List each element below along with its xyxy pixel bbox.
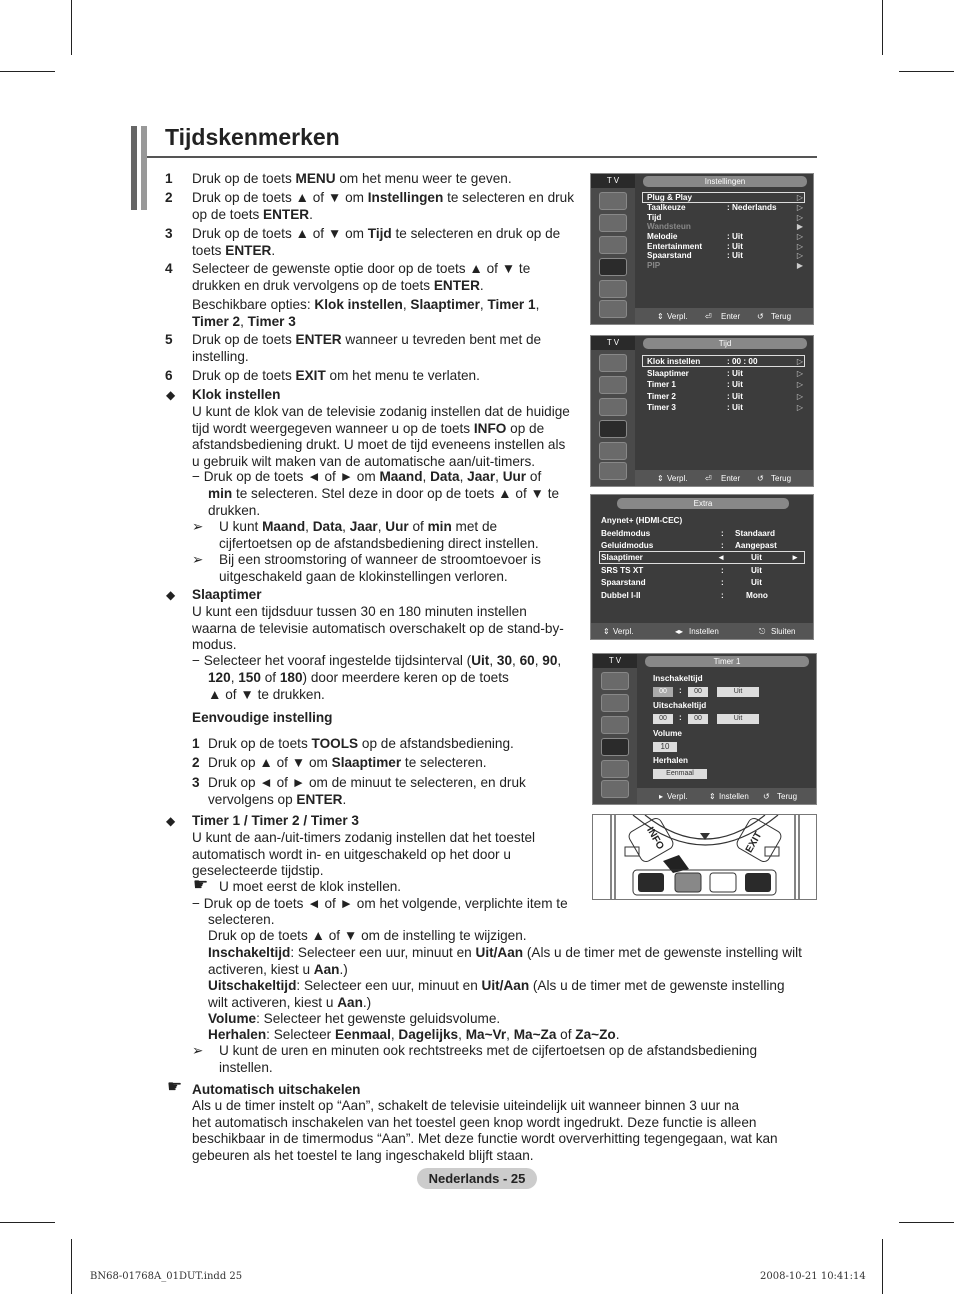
step-4: Selecteer de gewenste optie door op de toets ▲ of ▼ te drukken en druk vervolgens op de toets ENTER. <box>192 261 531 293</box>
timer-dash-1-cont: selecteren. <box>208 912 275 927</box>
osd-colon: : <box>721 566 724 575</box>
bullet-diamond: ◆ <box>166 388 176 402</box>
timer-dash-1: − Druk op de toets ◄ of ► om het volgende, verplichte item te <box>192 896 568 911</box>
klok-dash-1: − Druk op de toets ◄ of ► om Maand, Data, Jaar, Uur of <box>192 469 542 484</box>
title-accent-bar <box>141 126 147 210</box>
hand-pointer-icon: ☛ <box>193 875 209 894</box>
klok-note-1: U kunt Maand, Data, Jaar, Uur of min met de cijfertoetsen op de afstandsbediening direct instellen. <box>219 519 539 551</box>
title-accent-bar <box>131 126 137 210</box>
osd-row[interactable]: Wandsteun <box>647 222 691 231</box>
klok-note-2: Bij een stroomstoring of wanneer de stroomtoevoer is uitgeschakeld gaan de klokinstellingen verloren. <box>219 552 541 584</box>
osd-row[interactable]: Spaarstand <box>601 578 646 587</box>
osd-row-value: : Uit <box>727 251 743 260</box>
footer-enter: Enter <box>721 474 741 483</box>
osd-header: Timer 1 <box>645 656 809 667</box>
exit-icon: ⎋ <box>759 627 766 636</box>
osd-timer1 <box>592 653 817 805</box>
footer-move: Verpl. <box>667 474 688 483</box>
osd-row[interactable]: Timer 1 <box>647 380 676 389</box>
osd-row[interactable]: Spaarstand <box>647 251 692 260</box>
on-minute-field[interactable]: 00 <box>688 687 708 697</box>
application-menu-icon[interactable] <box>599 462 627 480</box>
volume-label: Volume <box>653 729 682 738</box>
input-menu-icon[interactable] <box>599 442 627 460</box>
footer-back: Terug <box>777 792 798 801</box>
print-date-info: 2008-10-21 10:41:14 <box>760 1271 866 1282</box>
crop-mark <box>71 0 72 55</box>
osd-row[interactable]: Beeldmodus <box>601 529 651 538</box>
klok-dash-1-cont: min te selecteren. Stel deze in door op de toets ▲ of ▼ te drukken. <box>208 486 560 518</box>
note-arrow-icon: ➢ <box>192 552 204 567</box>
sound-menu-icon[interactable] <box>601 694 629 712</box>
move-icon: ⇕ <box>657 312 664 321</box>
osd-extra <box>590 494 814 640</box>
volume-field[interactable]: 10 <box>653 742 677 752</box>
section-heading-klok: Klok instellen <box>192 387 281 402</box>
osd-header: Extra <box>617 498 789 509</box>
crop-mark <box>0 1222 55 1223</box>
step-1: Druk op de toets MENU om het menu weer te geven. <box>192 171 512 186</box>
osd-row[interactable]: Klok instellen <box>647 357 701 366</box>
osd-row-value: : Uit <box>727 392 743 401</box>
osd-tijd <box>590 335 814 487</box>
bullet-diamond: ◆ <box>166 814 176 828</box>
on-hour-field[interactable]: 00 <box>653 687 673 697</box>
step-number: 4 <box>165 261 173 276</box>
crop-mark <box>0 71 55 72</box>
adjust-icon: ◂▸ <box>675 627 684 636</box>
uitschakeltijd-label: Uitschakeltijd <box>653 701 707 710</box>
footer-adjust: Instellen <box>689 627 719 636</box>
osd-row[interactable]: Taalkeuze <box>647 203 686 212</box>
easy-step-2: Druk op ▲ of ▼ om Slaaptimer te selecteren. <box>208 755 487 770</box>
footer-adjust: Instellen <box>719 792 749 801</box>
osd-row-value: Aangepast <box>735 541 777 550</box>
page-title: Tijdskenmerken <box>165 124 340 150</box>
arrow-right-icon: ▶ <box>796 222 803 231</box>
osd-row-value: Uit <box>751 553 762 562</box>
easy-setup-heading: Eenvoudige instelling <box>192 710 333 725</box>
arrow-right-icon: ▷ <box>796 242 803 251</box>
picture-menu-icon[interactable] <box>601 672 629 690</box>
channel-menu-icon[interactable] <box>601 716 629 734</box>
footer-close: Sluiten <box>771 627 796 636</box>
crop-mark <box>882 0 883 55</box>
osd-footer <box>635 470 813 486</box>
osd-row-value: Standaard <box>735 529 776 538</box>
return-icon: ↺ <box>763 792 770 801</box>
timer-uitschakeltijd: Uitschakeltijd: Selecteer een uur, minuut en Uit/Aan (Als u de timer met de gewenste instelling wilt activeren, kiest u Aan.) <box>208 978 785 1010</box>
arrow-right-icon: ▷ <box>796 380 803 389</box>
move-icon: ⇕ <box>603 627 610 636</box>
osd-header: Instellingen <box>643 176 807 187</box>
arrow-right-icon: ▷ <box>796 403 803 412</box>
arrow-right-icon: ▷ <box>796 213 803 222</box>
adjust-icon: ⇕ <box>709 792 716 801</box>
off-state-field[interactable]: Uit <box>717 714 759 724</box>
auto-description: Als u de timer instelt op “Aan”, schakelt de televisie uiteindelijk uit wanneer binnen 3 uur na het automatisch inschakelen van het toestel geen knop wordt ingedrukt. Deze functie is alleen beschikbaar in de timermodus “Aan”. Met deze functie wordt oververhitting tegengegaan, wat kan gebeuren als het toestel te lang ingeschakeld blijft staan. <box>192 1098 778 1163</box>
sound-menu-icon[interactable] <box>599 214 627 232</box>
return-icon: ↺ <box>757 474 764 483</box>
step-number: 3 <box>165 226 173 241</box>
osd-row-value: : 00 : 00 <box>727 357 758 366</box>
arrow-right-icon: ▷ <box>796 232 803 241</box>
setup-menu-icon[interactable] <box>601 738 629 756</box>
osd-instellingen <box>590 173 814 325</box>
footer-move: Verpl. <box>613 627 634 636</box>
osd-row[interactable]: Timer 2 <box>647 392 676 401</box>
setup-menu-icon[interactable] <box>599 420 627 438</box>
input-menu-icon[interactable] <box>599 280 627 298</box>
klok-description: U kunt de klok van de televisie zodanig instellen dat de huidige tijd wordt weergegeven wanneer u op de toets INFO op de afstandsbediening drukt. U moet de tijd eveneens instellen als u gebruik wilt maken van de automatische aan/uit-timers. <box>192 404 570 469</box>
crop-mark <box>899 1222 954 1223</box>
timer-inschakeltijd: Inschakeltijd: Selecteer een uur, minuut en Uit/Aan (Als u de timer met de gewenste instelling wilt activeren, kiest u Aan.) <box>208 945 802 977</box>
remote-drawing <box>593 815 817 900</box>
arrow-right-icon: ▷ <box>796 392 803 401</box>
setup-menu-icon[interactable] <box>599 258 627 276</box>
footer-enter: Enter <box>721 312 741 321</box>
step-number: 5 <box>165 332 173 347</box>
step-number: 1 <box>192 736 200 751</box>
application-menu-icon[interactable] <box>599 300 627 318</box>
time-separator: : <box>679 686 682 695</box>
arrow-right-icon: ▷ <box>796 193 803 202</box>
osd-row[interactable]: Dubbel I-II <box>601 591 641 600</box>
easy-step-1: Druk op de toets TOOLS op de afstandsbediening. <box>208 736 514 751</box>
timer-note: U kunt de uren en minuten ook rechtstreeks met de cijfertoetsen op de afstandsbediening instellen. <box>219 1043 758 1075</box>
note-arrow-icon: ➢ <box>192 1043 204 1058</box>
move-icon: ⇕ <box>657 474 664 483</box>
crop-mark <box>71 1239 72 1294</box>
slaap-dash-1-cont: 120, 150 of 180) door meerdere keren op de toets ▲ of ▼ te drukken. <box>208 670 509 702</box>
print-file-info: BN68-01768A_01DUT.indd 25 <box>90 1271 243 1282</box>
arrow-right-icon: ▶ <box>796 261 803 270</box>
osd-row[interactable]: Entertainment <box>647 242 703 251</box>
herhalen-label: Herhalen <box>653 756 689 765</box>
osd-colon: : <box>721 541 724 550</box>
footer-back: Terug <box>771 312 792 321</box>
title-divider <box>147 156 817 158</box>
time-separator: : <box>679 713 682 722</box>
sound-menu-icon[interactable] <box>599 376 627 394</box>
osd-row-value: : Uit <box>727 380 743 389</box>
return-icon: ↺ <box>757 312 764 321</box>
timer-description: U kunt de aan-/uit-timers zodanig instellen dat het toestel automatisch wordt in- en uitgeschakeld op het door u geselecteerde tijdstip. <box>192 830 536 879</box>
footer-back: Terug <box>771 474 792 483</box>
section-heading-auto: Automatisch uitschakelen <box>192 1082 361 1097</box>
channel-menu-icon[interactable] <box>599 236 627 254</box>
osd-row[interactable]: Slaaptimer <box>647 369 689 378</box>
osd-header: Tijd <box>643 338 807 349</box>
slaap-dash-1: − Selecteer het vooraf ingestelde tijdsinterval (Uit, 30, 60, 90, <box>192 653 562 668</box>
arrow-right-icon: ▷ <box>796 357 803 366</box>
step-2: Druk op de toets ▲ of ▼ om Instellingen te selecteren en druk op de toets ENTER. <box>192 190 575 222</box>
osd-tv-label: T V <box>591 336 635 350</box>
footer-move: Verpl. <box>667 792 688 801</box>
section-heading-slaap: Slaaptimer <box>192 587 262 602</box>
osd-row-value: Mono <box>746 591 768 600</box>
osd-row[interactable]: Tijd <box>647 213 662 222</box>
osd-row[interactable]: Slaaptimer <box>601 553 643 562</box>
arrow-right-icon: ► <box>791 553 800 562</box>
crop-mark <box>899 71 954 72</box>
off-hour-field[interactable]: 00 <box>653 714 673 724</box>
channel-menu-icon[interactable] <box>599 398 627 416</box>
arrow-right-icon: ▷ <box>796 203 803 212</box>
enter-icon: ⏎ <box>705 312 712 321</box>
osd-colon: : <box>721 591 724 600</box>
step-number: 6 <box>165 368 173 383</box>
on-state-field[interactable]: Uit <box>717 687 759 697</box>
osd-tv-label: T V <box>593 654 637 668</box>
osd-row[interactable]: Anynet+ (HDMI-CEC) <box>601 516 683 525</box>
osd-colon: : <box>721 578 724 587</box>
bullet-diamond: ◆ <box>166 588 176 602</box>
picture-menu-icon[interactable] <box>599 354 627 372</box>
step-number: 2 <box>192 755 200 770</box>
crop-mark <box>882 1239 883 1294</box>
osd-row-value: Uit <box>751 566 762 575</box>
osd-row-value: : Uit <box>727 232 743 241</box>
osd-row-value: : Uit <box>727 242 743 251</box>
exit-button[interactable]: EXIT <box>743 830 765 855</box>
repeat-field[interactable]: Eenmaal <box>653 769 707 779</box>
arrow-right-icon: ▷ <box>796 369 803 378</box>
info-button[interactable]: INFO <box>644 825 666 852</box>
picture-menu-icon[interactable] <box>599 192 627 210</box>
osd-tv-label: T V <box>591 174 635 188</box>
timer-change-setting: Druk op de toets ▲ of ▼ om de instelling te wijzigen. <box>208 928 527 943</box>
osd-row[interactable]: Plug & Play <box>647 193 693 202</box>
move-icon: ▸ <box>659 792 664 801</box>
osd-row-value: Uit <box>751 578 762 587</box>
osd-row-value: : Nederlands <box>727 203 777 212</box>
osd-footer <box>637 788 816 804</box>
osd-row-value: : Uit <box>727 369 743 378</box>
remote-control-illustration <box>592 814 817 900</box>
osd-footer <box>635 308 813 324</box>
osd-row[interactable]: Melodie <box>647 232 678 241</box>
step-number: 3 <box>192 775 200 790</box>
arrow-left-icon: ◄ <box>717 553 726 562</box>
off-minute-field[interactable]: 00 <box>688 714 708 724</box>
easy-step-3: Druk op ◄ of ► om de minuut te selecteren, en druk vervolgens op ENTER. <box>208 775 526 807</box>
osd-row-value: : Uit <box>727 403 743 412</box>
section-heading-timer: Timer 1 / Timer 2 / Timer 3 <box>192 813 359 828</box>
note-arrow-icon: ➢ <box>192 519 204 534</box>
osd-footer <box>591 623 813 639</box>
step-4-options: Beschikbare opties: Klok instellen, Slaaptimer, Timer 1, Timer 2, Timer 3 <box>192 297 540 329</box>
osd-colon: : <box>721 529 724 538</box>
page-number-badge: Nederlands - 25 <box>417 1168 537 1189</box>
arrow-right-icon: ▷ <box>796 251 803 260</box>
slaap-description: U kunt een tijdsduur tussen 30 en 180 minuten instellen waarna de televisie automatisch overschakelt op de stand-by- modus. <box>192 604 564 653</box>
osd-row[interactable]: SRS TS XT <box>601 566 644 575</box>
osd-row[interactable]: PIP <box>647 261 661 270</box>
enter-icon: ⏎ <box>705 474 712 483</box>
timer-hand-note: U moet eerst de klok instellen. <box>219 879 402 894</box>
step-number: 2 <box>165 190 173 205</box>
hand-pointer-icon: ☛ <box>167 1077 183 1096</box>
timer-herhalen: Herhalen: Selecteer Eenmaal, Dagelijks, Ma~Vr, Ma~Za of Za~Zo. <box>208 1027 620 1042</box>
step-3: Druk op de toets ▲ of ▼ om Tijd te selecteren en druk op de toets ENTER. <box>192 226 561 258</box>
osd-row[interactable]: Geluidmodus <box>601 541 654 550</box>
footer-move: Verpl. <box>667 312 688 321</box>
step-number: 1 <box>165 171 173 186</box>
step-6: Druk op de toets EXIT om het menu te verlaten. <box>192 368 480 383</box>
osd-row[interactable]: Timer 3 <box>647 403 676 412</box>
inschakeltijd-label: Inschakeltijd <box>653 674 703 683</box>
input-menu-icon[interactable] <box>601 760 629 778</box>
timer-volume: Volume: Selecteer het gewenste geluidsvolume. <box>208 1011 501 1026</box>
step-5: Druk op de toets ENTER wanneer u tevreden bent met de instelling. <box>192 332 542 364</box>
application-menu-icon[interactable] <box>601 780 629 798</box>
